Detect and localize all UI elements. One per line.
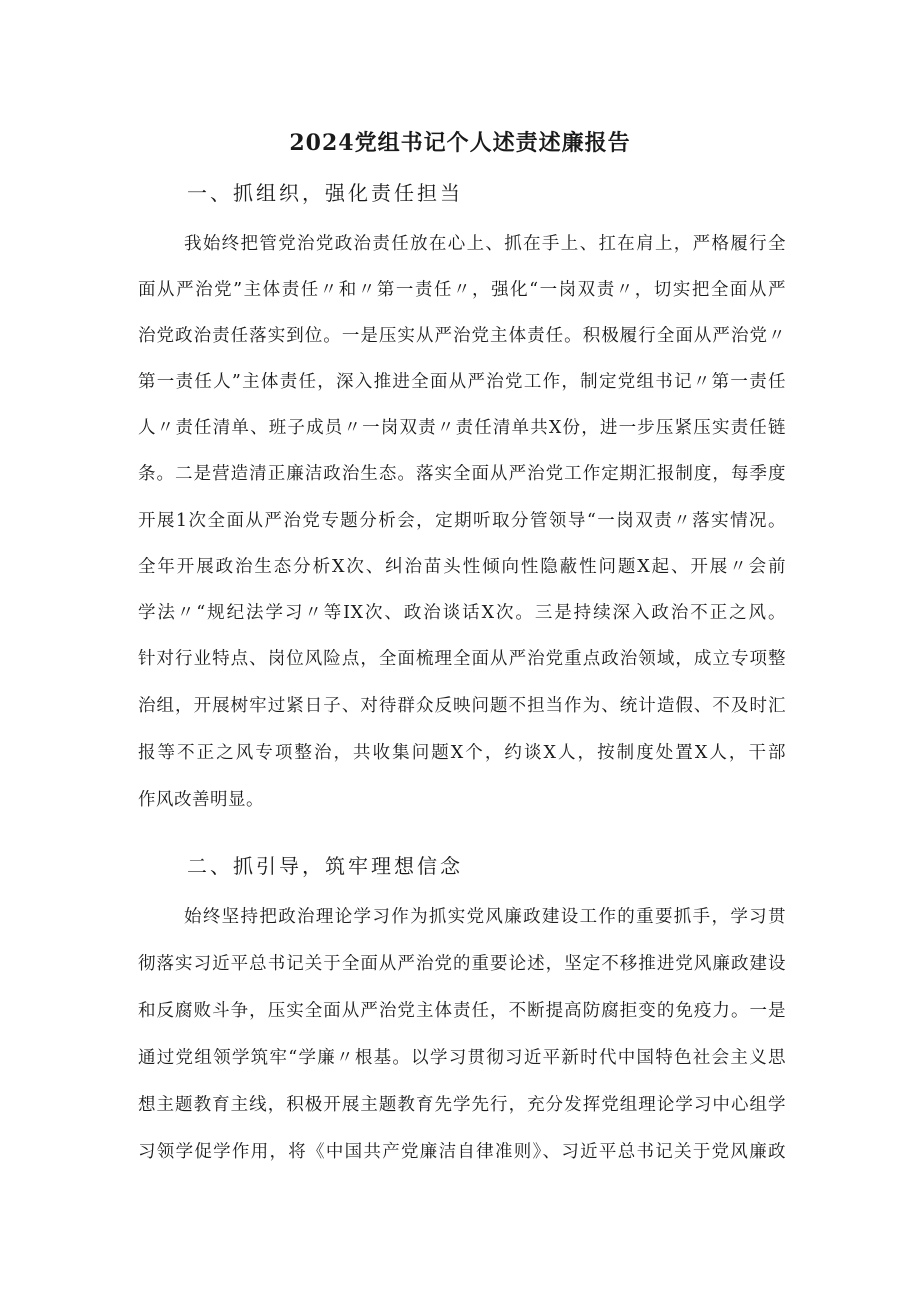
paragraph-line: 始终坚持把政治理论学习作为抓实党风廉政建设工作的重要抓手，学习贯 — [184, 907, 786, 927]
paragraph-line: 人〃责任清单、班子成员〃一岗双责〃责任清单共X份，进一步压紧压实责任链 — [138, 418, 786, 438]
paragraph-line: 面从严治党”主体责任〃和〃第一责任〃，强化“一岗双责〃，切实把全面从严 — [138, 280, 786, 300]
paragraph-line: 作风改善明显。 — [138, 790, 264, 810]
document-title: 2024党组书记个人述责述廉报告 — [289, 130, 631, 156]
paragraph-line: 和反腐败斗争，压实全面从严治党主体责任，不断提高防腐拒变的免疫力。一是 — [138, 1001, 786, 1021]
section-heading-2: 二、抓引导，筑牢理想信念 — [187, 854, 463, 878]
paragraph-line: 全年开展政治生态分析X次、纠治苗头性倾向性隐蔽性问题X起、开展〃会前 — [138, 557, 786, 577]
paragraph-line: 通过党组领学筑牢“学廉〃根基。以学习贯彻习近平新时代中国特色社会主义思 — [138, 1048, 786, 1068]
paragraph-line: 针对行业特点、岗位风险点，全面梳理全面从严治党重点政治领域，成立专项整 — [138, 649, 786, 669]
paragraph-line: 报等不正之风专项整治，共收集问题X个，约谈X人，按制度处置X人，干部 — [138, 743, 786, 763]
paragraph-line: 想主题教育主线，积极开展主题教育先学先行，充分发挥党组理论学习中心组学 — [138, 1095, 786, 1115]
paragraph-line: 我始终把管党治党政治责任放在心上、抓在手上、扛在肩上，严格履行全 — [184, 234, 786, 254]
paragraph-line: 开展1次全面从严治党专题分析会，定期听取分管领导“一岗双责〃落实情况。 — [138, 511, 786, 531]
paragraph-line: 治组，开展树牢过紧日子、对待群众反映问题不担当作为、统计造假、不及时汇 — [138, 696, 786, 716]
paragraph-line: 学法〃“规纪法学习〃等IX次、政治谈话X次。三是持续深入政治不正之风。 — [138, 603, 786, 623]
section-heading-1: 一、抓组织，强化责任担当 — [187, 181, 463, 205]
paragraph-line: 习领学促学作用，将《中国共产党廉洁自律准则》、习近平总书记关于党风廉政 — [138, 1142, 786, 1162]
paragraph-line: 彻落实习近平总书记关于全面从严治党的重要论述，坚定不移推进党风廉政建设 — [138, 954, 786, 974]
paragraph-line: 条。二是营造清正廉洁政治生态。落实全面从严治党工作定期汇报制度，每季度 — [138, 464, 786, 484]
paragraph-line: 第一责任人”主体责任，深入推进全面从严治党工作，制定党组书记〃第一责任 — [138, 372, 786, 392]
paragraph-line: 治党政治责任落实到位。一是压实从严治党主体责任。积极履行全面从严治党〃 — [138, 326, 786, 346]
